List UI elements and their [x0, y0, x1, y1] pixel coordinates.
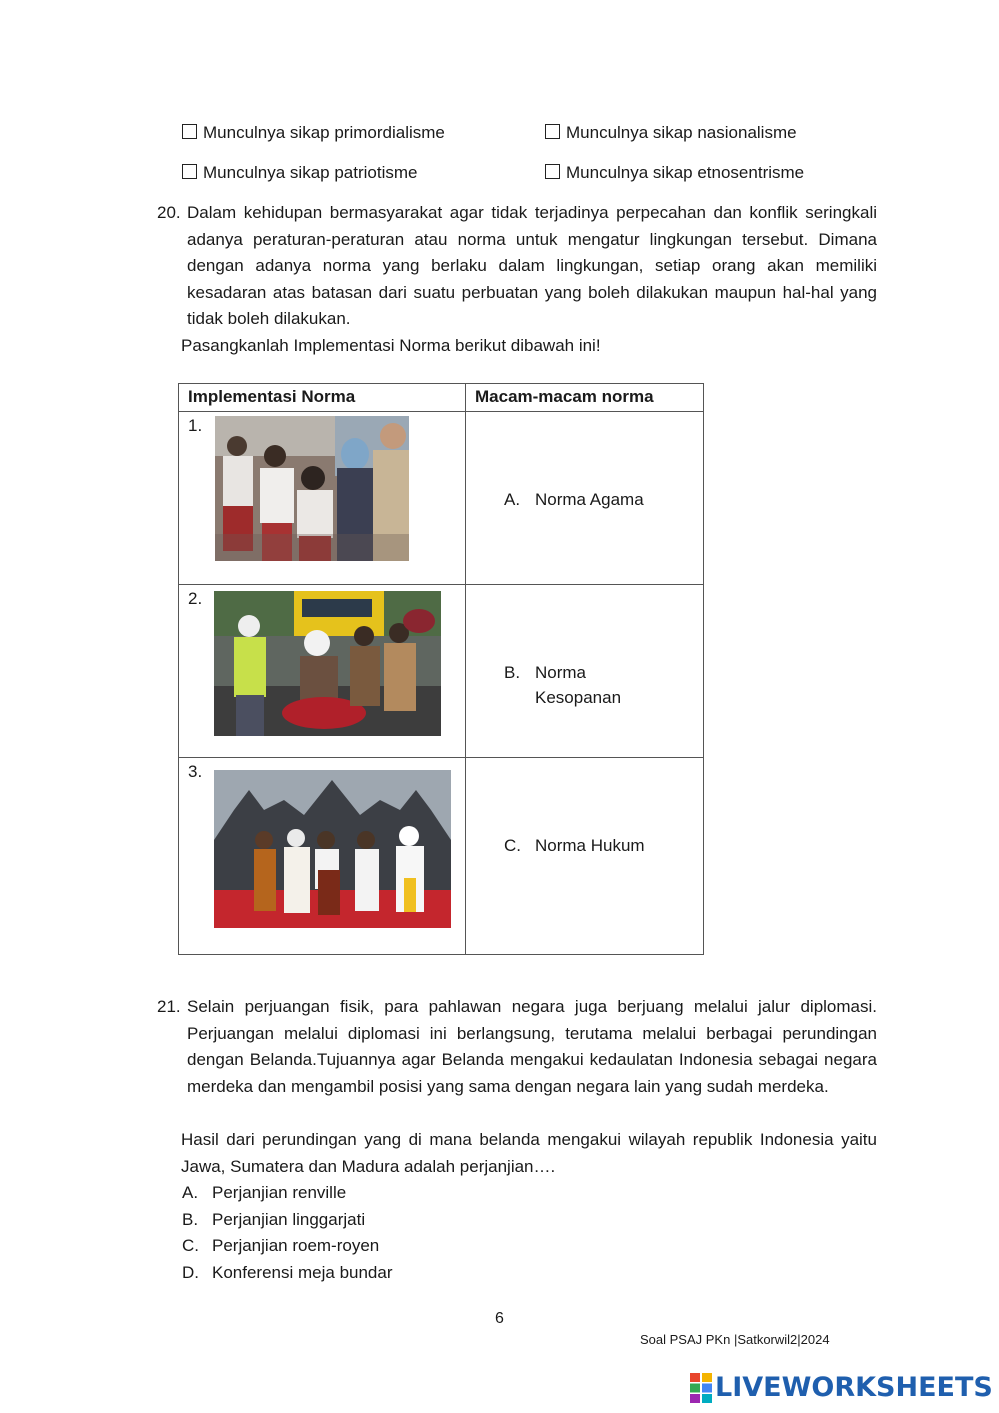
page-number: 6	[495, 1310, 504, 1327]
answer-option-d[interactable]: D. Konferensi meja bundar	[182, 1263, 393, 1283]
photo-police-traffic-check	[214, 591, 441, 736]
question-text: Dalam kehidupan bermasyarakat agar tidak terjadinya perpecahan dan konflik seringkali adanya peraturan-peraturan atau norma untuk mengatur lingkungan tersebut. Dimana dengan adanya norma yang berlaku dalam lingkungan, setiap orang akan memiliki kesadaran atas batasan dari suatu perbuatan yang boleh dilakukan maupun hal-hal yang tidak boleh dilakukan.	[187, 203, 877, 328]
brand-name: LIVEWORKSHEETS	[715, 1372, 993, 1403]
matching-table	[178, 383, 704, 955]
answer-options	[182, 1180, 393, 1287]
table-header-implementasi: Implementasi Norma	[179, 384, 466, 412]
question-instruction: Pasangkanlah Implementasi Norma berikut dibawah ini!	[181, 336, 601, 355]
choice-norma-hukum: C. Norma Hukum	[504, 836, 645, 855]
row-number: 1.	[188, 416, 203, 435]
option-checkbox-2[interactable]: Munculnya sikap nasionalisme	[545, 123, 797, 143]
choice-norma-agama: A. Norma Agama	[504, 490, 644, 509]
choice-cell-c[interactable]	[466, 758, 704, 955]
photo-religious-leaders-ceremony	[214, 770, 451, 928]
checkbox-icon[interactable]	[182, 164, 197, 179]
choice-cell-b[interactable]	[466, 585, 704, 758]
choice-cell-a[interactable]	[466, 412, 704, 585]
option-checkbox-1[interactable]: Munculnya sikap primordialisme	[182, 123, 445, 143]
choice-norma-kesopanan: B. Norma Kesopanan	[504, 663, 622, 707]
table-header-macam-norma: Macam-macam norma	[466, 384, 704, 412]
option-checkbox-3[interactable]: Munculnya sikap patriotisme	[182, 163, 417, 183]
footer-text: Soal PSAJ PKn |Satkorwil2|2024	[640, 1332, 830, 1347]
option-checkbox-4[interactable]: Munculnya sikap etnosentrisme	[545, 163, 804, 183]
question-text: Selain perjuangan fisik, para pahlawan negara juga berjuang melalui jalur diplomasi. Perjuangan melalui diplomasi ini berlangsung, terutama melalui berbagai perundingan dengan Belanda.Tujuannya agar Belanda mengakui kedaulatan Indonesia sebagai negara merdeka dan mengambil posisi yang sama dengan negara lain yang sudah merdeka.	[187, 997, 877, 1096]
row-number: 2.	[188, 589, 203, 608]
answer-option-b[interactable]: B. Perjanjian linggarjati	[182, 1209, 366, 1229]
implementation-cell-1[interactable]	[179, 412, 466, 585]
question-prompt: Hasil dari perundingan yang di mana belanda mengakui wilayah republik Indonesia yaitu Jawa, Sumatera dan Madura adalah perjanjian….	[181, 1130, 877, 1176]
checkbox-icon[interactable]	[182, 124, 197, 139]
liveworksheets-icon	[690, 1373, 712, 1403]
checkbox-icon[interactable]	[545, 124, 560, 139]
answer-option-c[interactable]: C. Perjanjian roem-royen	[182, 1236, 380, 1256]
row-number: 3.	[188, 762, 203, 781]
answer-option-a[interactable]: A. Perjanjian renville	[182, 1183, 347, 1202]
photo-students-greeting-teacher	[215, 416, 409, 561]
question-number: 21.	[157, 997, 181, 1016]
liveworksheets-logo	[690, 1372, 993, 1403]
implementation-cell-2[interactable]	[179, 585, 466, 758]
question-number: 20.	[157, 203, 181, 222]
checkbox-icon[interactable]	[545, 164, 560, 179]
implementation-cell-3[interactable]	[179, 758, 466, 955]
